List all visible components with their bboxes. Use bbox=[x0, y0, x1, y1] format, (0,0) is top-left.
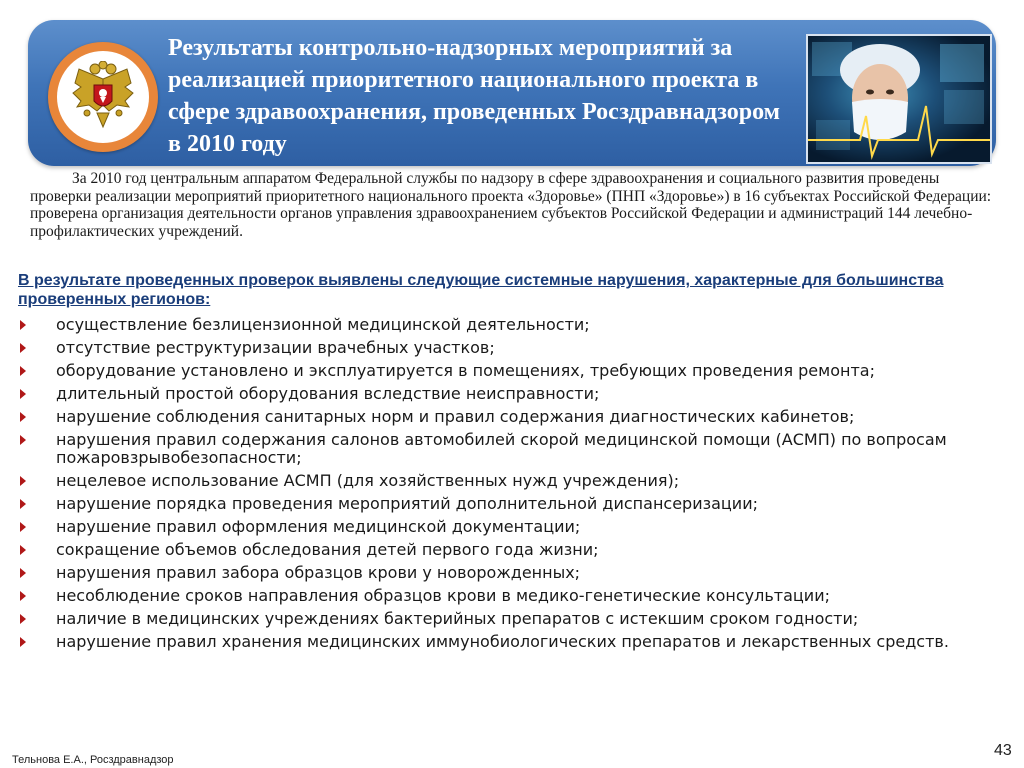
intro-text: За 2010 год центральным аппаратом Федеральной службы по надзору в сфере здравоохранения и социального развития проведены проверки реализации мероприятий приоритетного национального проекта «Здоровье» (ПНП «Здоровье») в 16 субъектах Российской Федерации: проверена организация деятельности органов управления здравоохранением субъектов Российской Федерации и администраций 144 лечебно-профилактических учреждений. bbox=[30, 170, 992, 240]
intro-paragraph bbox=[30, 170, 996, 240]
bullet-icon bbox=[18, 365, 28, 377]
bullet-icon bbox=[18, 544, 28, 556]
bullet-icon bbox=[18, 342, 28, 354]
list-item-text: нецелевое использование АСМП (для хозяйственных нужд учреждения); bbox=[56, 471, 680, 490]
list-item-text: наличие в медицинских учреждениях бактерийных препаратов с истекшим сроком годности; bbox=[56, 609, 859, 628]
bullet-icon bbox=[18, 319, 28, 331]
list-item bbox=[18, 408, 998, 426]
list-item-text: нарушения правил забора образцов крови у новорожденных; bbox=[56, 563, 581, 582]
coat-of-arms-icon bbox=[57, 51, 149, 143]
list-item bbox=[18, 472, 998, 490]
list-item-text: осуществление безлицензионной медицинской деятельности; bbox=[56, 315, 590, 334]
bullet-icon bbox=[18, 411, 28, 423]
list-item-text: нарушение порядка проведения мероприятий дополнительной диспансеризации; bbox=[56, 494, 758, 513]
list-item bbox=[18, 362, 998, 380]
list-item bbox=[18, 564, 998, 582]
emblem-badge bbox=[48, 42, 158, 152]
list-item bbox=[18, 518, 998, 536]
list-item bbox=[18, 316, 998, 334]
bullet-icon bbox=[18, 475, 28, 487]
list-item-text: нарушения правил содержания салонов автомобилей скорой медицинской помощи (АСМП) по вопросам пожаровзрывобезопасности; bbox=[56, 430, 947, 467]
list-item bbox=[18, 610, 998, 628]
bullet-icon bbox=[18, 521, 28, 533]
bullet-icon bbox=[18, 388, 28, 400]
list-item bbox=[18, 541, 998, 559]
list-item-text: несоблюдение сроков направления образцов крови в медико-генетические консультации; bbox=[56, 586, 830, 605]
violations-heading: В результате проведенных проверок выявлены следующие системные нарушения, характерные для большинства проверенных регионов: bbox=[18, 272, 944, 308]
medical-worker-photo-icon bbox=[806, 34, 992, 164]
page-title: Результаты контрольно-надзорных мероприятий за реализацией приоритетного национального проекта в сфере здравоохранения, проведенных Росздравнадзором в 2010 году bbox=[168, 35, 780, 157]
bullet-icon bbox=[18, 590, 28, 602]
list-item bbox=[18, 339, 998, 357]
bullet-icon bbox=[18, 636, 28, 648]
bullet-icon bbox=[18, 613, 28, 625]
list-item bbox=[18, 495, 998, 513]
list-item-text: длительный простой оборудования вследствие неисправности; bbox=[56, 384, 600, 403]
bullet-icon bbox=[18, 567, 28, 579]
list-item bbox=[18, 385, 998, 403]
list-item-text: отсутствие реструктуризации врачебных участков; bbox=[56, 338, 495, 357]
list-item-text: нарушение правил хранения медицинских иммунобиологических препаратов и лекарственных средств. bbox=[56, 632, 949, 651]
bullet-icon bbox=[18, 498, 28, 510]
footer-author: Тельнова Е.А., Росздравнадзор bbox=[12, 754, 174, 766]
list-item bbox=[18, 431, 998, 467]
violations-list bbox=[18, 316, 998, 656]
list-item bbox=[18, 587, 998, 605]
list-item bbox=[18, 633, 998, 651]
list-item-text: нарушение правил оформления медицинской документации; bbox=[56, 517, 581, 536]
list-item-text: нарушение соблюдения санитарных норм и правил содержания диагностических кабинетов; bbox=[56, 407, 855, 426]
page-number: 43 bbox=[994, 742, 1012, 759]
list-item-text: сокращение объемов обследования детей первого года жизни; bbox=[56, 540, 599, 559]
list-item-text: оборудование установлено и эксплуатируется в помещениях, требующих проведения ремонта; bbox=[56, 361, 875, 380]
bullet-icon bbox=[18, 434, 28, 446]
